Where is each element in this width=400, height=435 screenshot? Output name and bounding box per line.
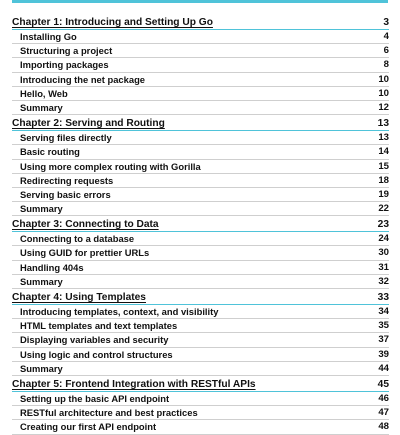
toc-section-link[interactable]: [12, 101, 389, 115]
chapter-title: Chapter 4: Using Templates: [12, 292, 146, 303]
section-page-number: 6: [383, 45, 389, 57]
section-title: Summary: [20, 203, 63, 215]
section-page-number: 8: [383, 59, 389, 71]
toc-section-link[interactable]: [12, 406, 389, 420]
section-list: [12, 30, 389, 115]
chapter-page-number: 23: [377, 219, 389, 231]
section-title: Installing Go: [20, 31, 77, 42]
chapter-heading-link[interactable]: [12, 376, 389, 392]
section-list: [12, 232, 389, 289]
section-title: Redirecting requests: [20, 174, 114, 186]
section-page-number: 34: [378, 306, 389, 317]
section-page-number: 13: [378, 132, 389, 144]
section-title: Importing packages: [20, 59, 109, 71]
chapter-heading-link[interactable]: [12, 216, 389, 232]
section-page-number: 19: [378, 188, 389, 200]
toc-section-link[interactable]: [12, 305, 389, 319]
chapter-page-number: 33: [377, 292, 389, 303]
section-page-number: 32: [378, 275, 389, 287]
section-page-number: 15: [378, 160, 389, 172]
section-title: Using GUID for prettier URLs: [20, 247, 150, 259]
toc-chapter: [12, 216, 389, 289]
chapter-title: Chapter 3: Connecting to Data: [12, 219, 159, 231]
section-title: Serving basic errors: [20, 188, 111, 200]
toc-section-link[interactable]: [12, 145, 389, 159]
section-list: [12, 131, 389, 216]
chapter-page-number: 45: [377, 378, 389, 390]
toc-section-link[interactable]: [12, 232, 389, 246]
toc-section-link[interactable]: [12, 131, 389, 145]
toc-section-link[interactable]: [12, 188, 389, 202]
section-page-number: 47: [378, 407, 389, 419]
section-page-number: 4: [383, 31, 389, 42]
chapter-title: Chapter 1: Introducing and Setting Up Go: [12, 17, 213, 28]
section-list: [12, 392, 389, 435]
section-page-number: 31: [378, 261, 389, 273]
table-of-contents: [12, 14, 389, 435]
toc-section-link[interactable]: [12, 87, 389, 101]
section-title: Handling 404s: [20, 261, 84, 273]
toc-section-link[interactable]: [12, 202, 389, 216]
section-title: Serving files directly: [20, 132, 112, 144]
section-title: Introducing the net package: [20, 73, 146, 85]
section-title: Summary: [20, 101, 63, 113]
section-page-number: 35: [378, 320, 389, 332]
toc-section-link[interactable]: [12, 319, 389, 333]
section-title: Structuring a project: [20, 45, 113, 57]
chapter-title: Chapter 5: Frontend Integration with RESTful APIs: [12, 378, 256, 390]
toc-chapter: [12, 289, 389, 376]
section-title: Summary: [20, 275, 63, 287]
toc-section-link[interactable]: [12, 44, 389, 58]
section-title: RESTful architecture and best practices: [20, 407, 198, 419]
chapter-page-number: 13: [377, 118, 389, 130]
section-page-number: 39: [378, 348, 389, 360]
section-page-number: 22: [378, 203, 389, 215]
section-title: Hello, Web: [20, 87, 68, 99]
section-title: Setting up the basic API endpoint: [20, 392, 170, 404]
toc-section-link[interactable]: [12, 30, 389, 44]
section-page-number: 12: [378, 101, 389, 113]
toc-section-link[interactable]: [12, 348, 389, 362]
section-title: HTML templates and text templates: [20, 320, 178, 332]
toc-section-link[interactable]: [12, 362, 389, 376]
chapter-page-number: 3: [383, 17, 389, 28]
toc-chapter: [12, 115, 389, 216]
toc-section-link[interactable]: [12, 261, 389, 275]
chapter-heading-link[interactable]: [12, 115, 389, 131]
section-list: [12, 305, 389, 376]
chapter-heading-link[interactable]: [12, 289, 389, 305]
section-title: Connecting to a database: [20, 233, 135, 245]
toc-section-link[interactable]: [12, 174, 389, 188]
toc-chapter: [12, 14, 389, 115]
toc-section-link[interactable]: [12, 73, 389, 87]
section-page-number: 37: [378, 334, 389, 346]
section-title: Using logic and control structures: [20, 348, 173, 360]
top-accent-rule: [12, 0, 388, 3]
section-title: Introducing templates, context, and visibility: [20, 306, 219, 317]
section-page-number: 10: [378, 87, 389, 99]
section-page-number: 10: [378, 73, 389, 85]
toc-section-link[interactable]: [12, 58, 389, 72]
chapter-heading-link[interactable]: [12, 14, 389, 30]
toc-section-link[interactable]: [12, 420, 389, 434]
toc-section-link[interactable]: [12, 333, 389, 347]
section-page-number: 14: [378, 146, 389, 158]
toc-section-link[interactable]: [12, 160, 389, 174]
section-page-number: 18: [378, 174, 389, 186]
section-title: Using more complex routing with Gorilla: [20, 160, 201, 172]
section-page-number: 46: [378, 392, 389, 404]
section-page-number: 24: [378, 233, 389, 245]
section-page-number: 44: [378, 362, 389, 374]
section-page-number: 30: [378, 247, 389, 259]
toc-section-link[interactable]: [12, 392, 389, 406]
section-page-number: 48: [378, 421, 389, 433]
toc-section-link[interactable]: [12, 246, 389, 260]
toc-chapter: [12, 376, 389, 435]
toc-section-link[interactable]: [12, 275, 389, 289]
section-title: Basic routing: [20, 146, 80, 158]
section-title: Summary: [20, 362, 63, 374]
section-title: Creating our first API endpoint: [20, 421, 157, 433]
section-title: Displaying variables and security: [20, 334, 169, 346]
chapter-title: Chapter 2: Serving and Routing: [12, 118, 165, 130]
